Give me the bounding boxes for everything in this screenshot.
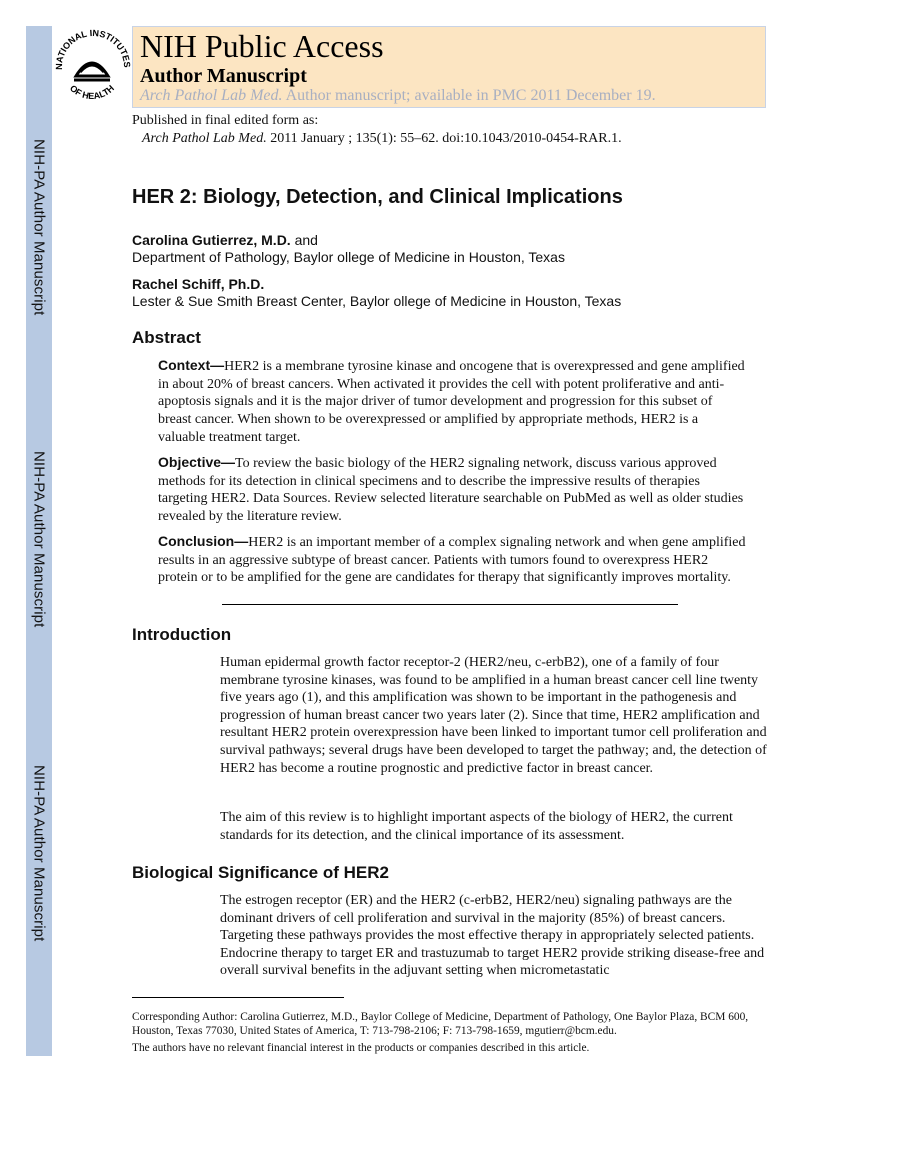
author-2-name: Rachel Schiff, Ph.D. xyxy=(132,276,265,292)
published-label: Published in final edited form as: xyxy=(132,113,319,128)
article-title: HER 2: Biology, Detection, and Clinical Implications xyxy=(132,186,623,208)
citation-journal: Arch Pathol Lab Med. xyxy=(142,131,267,146)
svg-text:NATIONAL INSTITUTES: NATIONAL INSTITUTES xyxy=(53,27,132,70)
objective-text: To review the basic biology of the HER2 signaling network, discuss various approved methods for its detection in clinical specimens and to describe the impressive results of therapies targeting HER2. Data Sources. Review selected literature searchable on PubMed as well as older studies revealed by the literature review. xyxy=(158,456,744,525)
introduction-heading: Introduction xyxy=(132,625,232,644)
author-2-affiliation: Lester & Sue Smith Breast Center, Baylor ollege of Medicine in Houston, Texas xyxy=(132,293,622,309)
abstract-heading: Abstract xyxy=(132,328,201,347)
abstract-divider xyxy=(222,604,678,605)
sidebar-label-top: NIH-PA Author Manuscript xyxy=(30,138,48,316)
citation xyxy=(142,130,622,148)
biology-heading: Biological Significance of HER2 xyxy=(132,863,389,882)
biology-paragraph-1: The estrogen receptor (ER) and the HER2 (c-erbB2, HER2/neu) signaling pathways are the dominant drivers of cell proliferation and survival in the majority (85%) of breast cancers. Targeting these pathways provides the most effective therapy in appropriately selected patients. Endocrine therapy to target ER and trastuzumab to target HER2 provide striking disease-free and overall survival benefits in the adjuvant setting when micrometastatic xyxy=(220,893,765,979)
sidebar-label-bottom: NIH-PA Author Manuscript xyxy=(30,764,48,942)
objective-label: Objective— xyxy=(158,454,236,470)
introduction-paragraph-1: Human epidermal growth factor receptor-2 (HER2/neu, c-erbB2), one of a family of four membrane tyrosine kinases, was found to be amplified in a human breast cancer cell line twenty five years ago (1), and this amplification was shown to be important in the pathogenesis and progression of human breast cancer two years later (2). Since that time, HER2 amplification and resultant HER2 protein overexpression have been linked to important tumor cell proliferation and survival pathways; several drugs have been developed to target the pathway; and, the detection of HER2 has become a routine prognostic and predictive factor in breast cancer. xyxy=(220,655,767,776)
sidebar-label-middle: NIH-PA Author Manuscript xyxy=(30,450,48,628)
context-label: Context— xyxy=(158,357,225,373)
author-2 xyxy=(132,276,621,310)
author-1-suffix: and xyxy=(290,232,318,248)
footnote-disclosure: The authors have no relevant financial interest in the products or companies described in this article. xyxy=(132,1042,590,1054)
conclusion-label: Conclusion— xyxy=(158,533,249,549)
header-banner xyxy=(132,26,766,108)
header-journal: Arch Pathol Lab Med. xyxy=(140,87,283,104)
abstract-conclusion xyxy=(158,533,748,587)
author-1-affiliation: Department of Pathology, Baylor ollege of Medicine in Houston, Texas xyxy=(132,249,565,265)
context-text: HER2 is a membrane tyrosine kinase and oncogene that is overexpressed and gene amplified in about 20% of breast cancers. When activated it provides the cell with potent proliferative and anti-apoptosis signals and it is the major driver of tumor development and progression for this subset of breast cancer. When shown to be overexpressed or amplified by appropriate methods, HER2 is a valuable treatment target. xyxy=(158,359,745,445)
header-subtitle: Author Manuscript xyxy=(140,65,307,87)
citation-details: 2011 January ; 135(1): 55–62. doi:10.1043/2010-0454-RAR.1. xyxy=(266,131,622,146)
author-1 xyxy=(132,232,565,266)
svg-text:OF HEALTH: OF HEALTH xyxy=(67,83,117,102)
header-availability-text: Author manuscript; available in PMC 2011 December 19. xyxy=(282,87,656,104)
nih-seal-icon xyxy=(52,26,132,106)
abstract-objective xyxy=(158,454,748,526)
header-availability xyxy=(140,86,656,106)
footnote-divider xyxy=(132,997,344,998)
author-1-name: Carolina Gutierrez, M.D. xyxy=(132,232,291,248)
introduction-paragraph-2: The aim of this review is to highlight important aspects of the biology of HER2, the current standards for its detection, and the clinical importance of its assessment. xyxy=(220,810,733,843)
abstract-context xyxy=(158,357,748,447)
header-title: NIH Public Access xyxy=(140,28,384,64)
nih-logo xyxy=(52,26,132,106)
footnote-corresponding: Corresponding Author: Carolina Gutierrez, M.D., Baylor College of Medicine, Department of Pathology, One Baylor Plaza, BCM 600, Houston, Texas 77030, United States of America, T: 713-798-2106; F: 713-798-1659, mgutierr@bcm.edu. xyxy=(132,1011,749,1037)
conclusion-text: HER2 is an important member of a complex signaling network and when gene amplified results in an aggressive subtype of breast cancer. Patients with tumors found to overexpress HER2 protein or to be amplified for the gene are candidates for therapy that significantly improves mortality. xyxy=(158,535,746,586)
